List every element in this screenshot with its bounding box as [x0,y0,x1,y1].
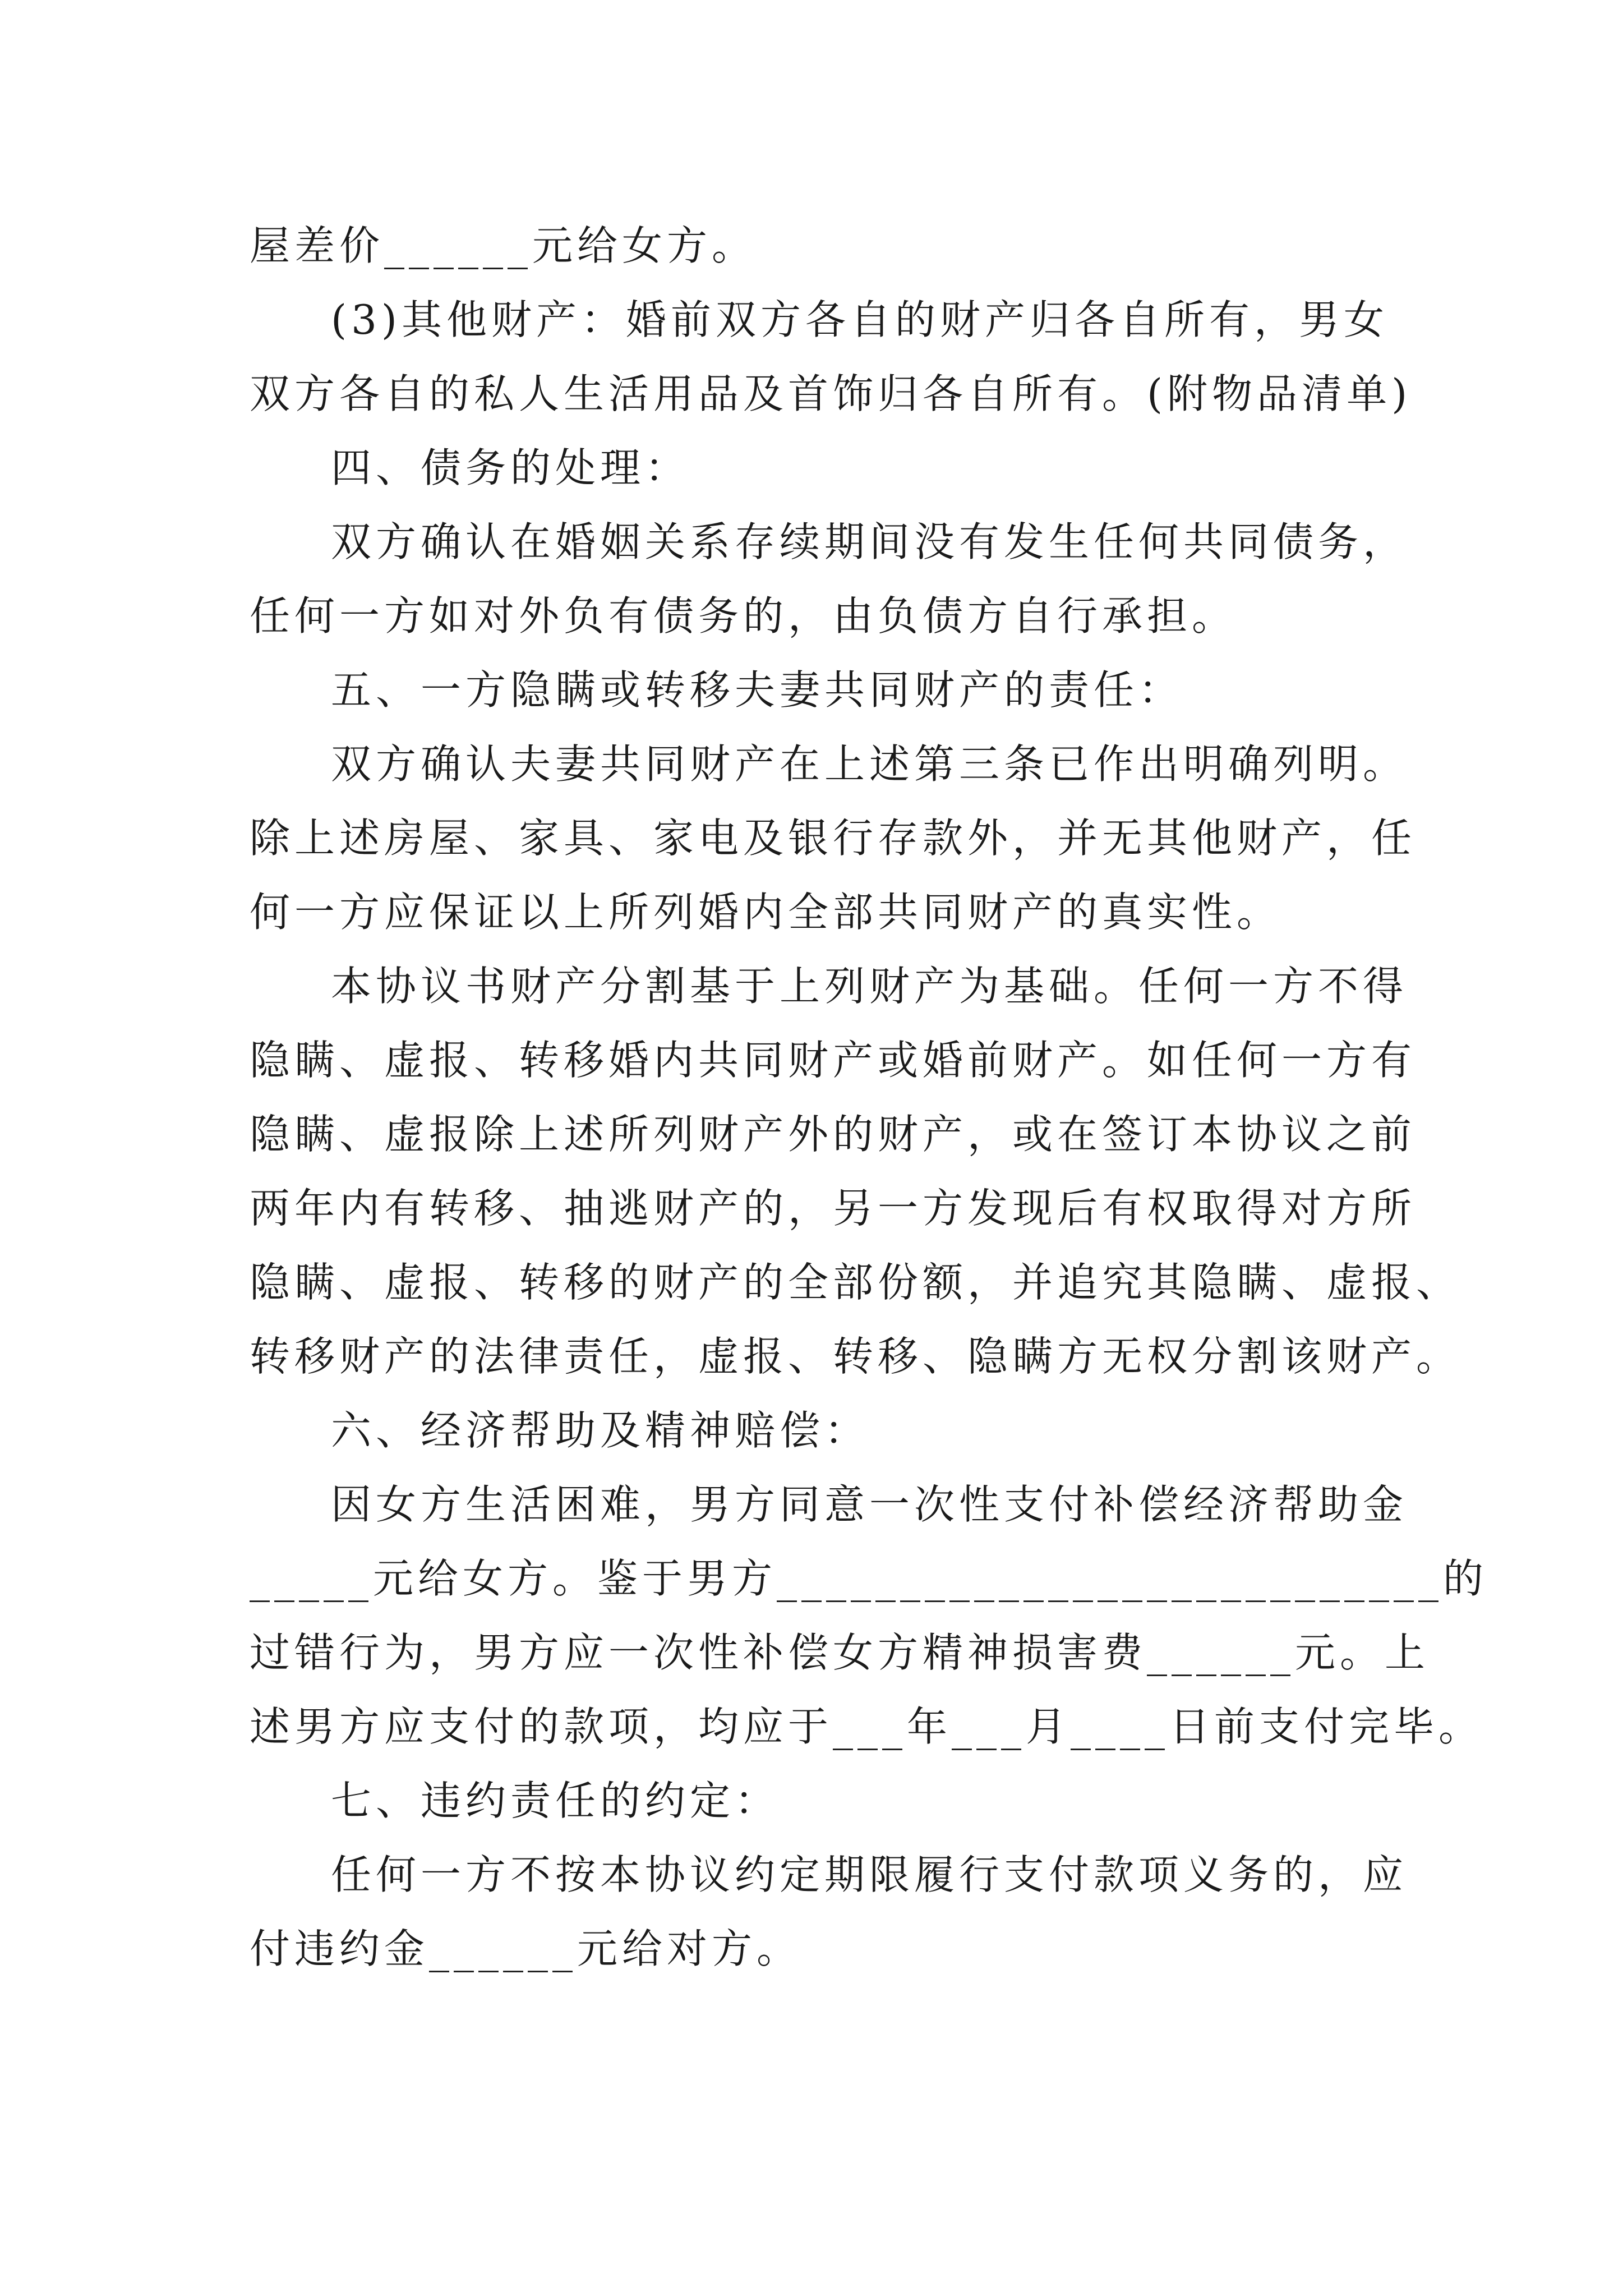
text-line: 任何一方不按本协议约定期限履行支付款项义务的，应 [331,1851,1408,1898]
text-line: 除上述房屋、家具、家电及银行存款外，并无其他财产，任 [250,815,1417,862]
text-line: 隐瞒、虚报、转移婚内共同财产或婚前财产。如任何一方有 [250,1037,1417,1084]
section-heading: 六、经济帮助及精神赔偿： [331,1407,870,1454]
text-line: 双方各自的私人生活用品及首饰归各自所有。(附物品清单) [250,370,1412,417]
text-line: 双方确认夫妻共同财产在上述第三条已作出明确列明。 [331,740,1408,788]
text-line: 因女方生活困难，男方同意一次性支付补偿经济帮助金 [331,1481,1408,1528]
text-line: 屋差价______元给女方。 [250,222,757,269]
section-heading: 七、违约责任的约定： [331,1777,780,1824]
section-heading: 五、一方隐瞒或转移夫妻共同财产的责任： [331,666,1184,714]
text-line: 任何一方如对外负有债务的，由负债方自行承担。 [250,592,1237,639]
text-line: _____元给女方。鉴于男方___________________________的 [250,1555,1488,1602]
text-line: 两年内有转移、抽逃财产的，另一方发现后有权取得对方所 [250,1185,1417,1232]
text-line: 隐瞒、虚报除上述所列财产外的财产，或在签订本协议之前 [250,1111,1417,1158]
text-line: 转移财产的法律责任，虚报、转移、隐瞒方无权分割该财产。 [250,1333,1461,1380]
text-line: 付违约金______元给对方。 [250,1925,802,1972]
text-line: 何一方应保证以上所列婚内全部共同财产的真实性。 [250,889,1282,936]
text-line: 双方确认在婚姻关系存续期间没有发生任何共同债务， [331,518,1408,565]
text-line: 隐瞒、虚报、转移的财产的全部份额，并追究其隐瞒、虚报、 [250,1259,1461,1306]
section-heading: 四、债务的处理： [331,444,690,491]
text-line: (3)其他财产：婚前双方各自的财产归各自所有，男女 [331,296,1389,343]
text-line: 本协议书财产分割基于上列财产为基础。任何一方不得 [331,963,1408,1010]
text-line: 过错行为，男方应一次性补偿女方精神损害费______元。上 [250,1629,1430,1676]
text-line: 述男方应支付的款项，均应于___年___月____日前支付完毕。 [250,1703,1484,1750]
